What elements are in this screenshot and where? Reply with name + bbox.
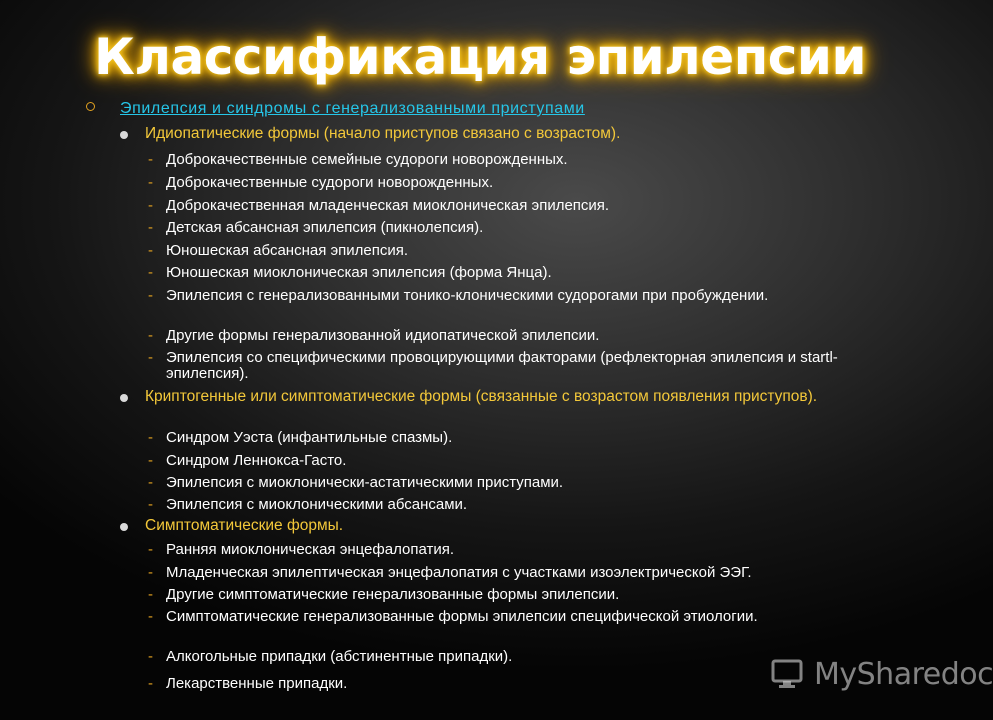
dash-bullet-icon: - [148,174,153,191]
dash-bullet-icon: - [148,496,153,513]
dash-bullet-icon: - [148,287,153,304]
list-item: Доброкачественные судороги новорожденных. [166,174,494,191]
dash-bullet-icon: - [148,242,153,259]
watermark-text: MySharedoc [814,656,993,692]
list-item: Младенческая эпилептическая энцефалопатия с участками изоэлектрической ЭЭГ. [166,564,752,581]
list-item: Синдром Уэста (инфантильные спазмы). [166,429,453,446]
list-item: Алкогольные припадки (абстинентные припадки). [166,648,513,665]
list-item: Эпилепсия с миоклоническими абсансами. [166,496,468,513]
section-bullet-icon [120,523,128,531]
heading-link[interactable]: Эпилепсия и синдромы с генерализованными приступами [120,100,585,117]
slide-title: Классификация эпилепсии [94,28,866,86]
dash-bullet-icon: - [148,541,153,558]
section-label-cryptogenic: Криптогенные или симптоматические формы (связанные с возрастом появления приступов). [145,388,818,405]
dash-bullet-icon: - [148,474,153,491]
dash-bullet-icon: - [148,452,153,469]
list-item: Доброкачественная младенческая миоклоническая эпилепсия. [166,197,610,214]
list-item: Эпилепсия со специфическими провоцирующими факторами (рефлекторная эпилепсия и startl-эпилепсия). [166,349,838,382]
list-item: Другие симптоматические генерализованные формы эпилепсии. [166,586,620,603]
dash-bullet-icon: - [148,219,153,236]
dash-bullet-icon: - [148,151,153,168]
list-item: Юношеская миоклоническая эпилепсия (форма Янца). [166,264,552,281]
list-item: Другие формы генерализованной идиопатической эпилепсии. [166,327,600,344]
list-item: Юношеская абсансная эпилепсия. [166,242,409,259]
dash-bullet-icon: - [148,608,153,625]
monitor-icon [770,656,806,692]
circle-bullet-icon [86,102,95,111]
dash-bullet-icon: - [148,197,153,214]
dash-bullet-icon: - [148,349,153,366]
dash-bullet-icon: - [148,564,153,581]
list-item: Детская абсансная эпилепсия (пикнолепсия). [166,219,484,236]
dash-bullet-icon: - [148,648,153,665]
list-item: Симптоматические генерализованные формы эпилепсии специфической этиологии. [166,608,758,625]
section-label-idiopathic: Идиопатические формы (начало приступов связано с возрастом). [145,125,621,142]
section-bullet-icon [120,131,128,139]
section-label-symptomatic: Симптоматические формы. [145,517,344,534]
dash-bullet-icon: - [148,327,153,344]
list-item: Лекарственные припадки. [166,675,348,692]
mysharedoc-logo [770,654,993,694]
list-item: Синдром Леннокса-Гасто. [166,452,347,469]
section-bullet-icon [120,394,128,402]
list-item: Ранняя миоклоническая энцефалопатия. [166,541,455,558]
dash-bullet-icon: - [148,675,153,692]
list-item: Эпилепсия с миоклонически-астатическими приступами. [166,474,564,491]
dash-bullet-icon: - [148,264,153,281]
list-item: Эпилепсия с генерализованными тонико-клоническими судорогами при пробуждении. [166,287,769,304]
dash-bullet-icon: - [148,429,153,446]
dash-bullet-icon: - [148,586,153,603]
list-item: Доброкачественные семейные судороги новорожденных. [166,151,568,168]
